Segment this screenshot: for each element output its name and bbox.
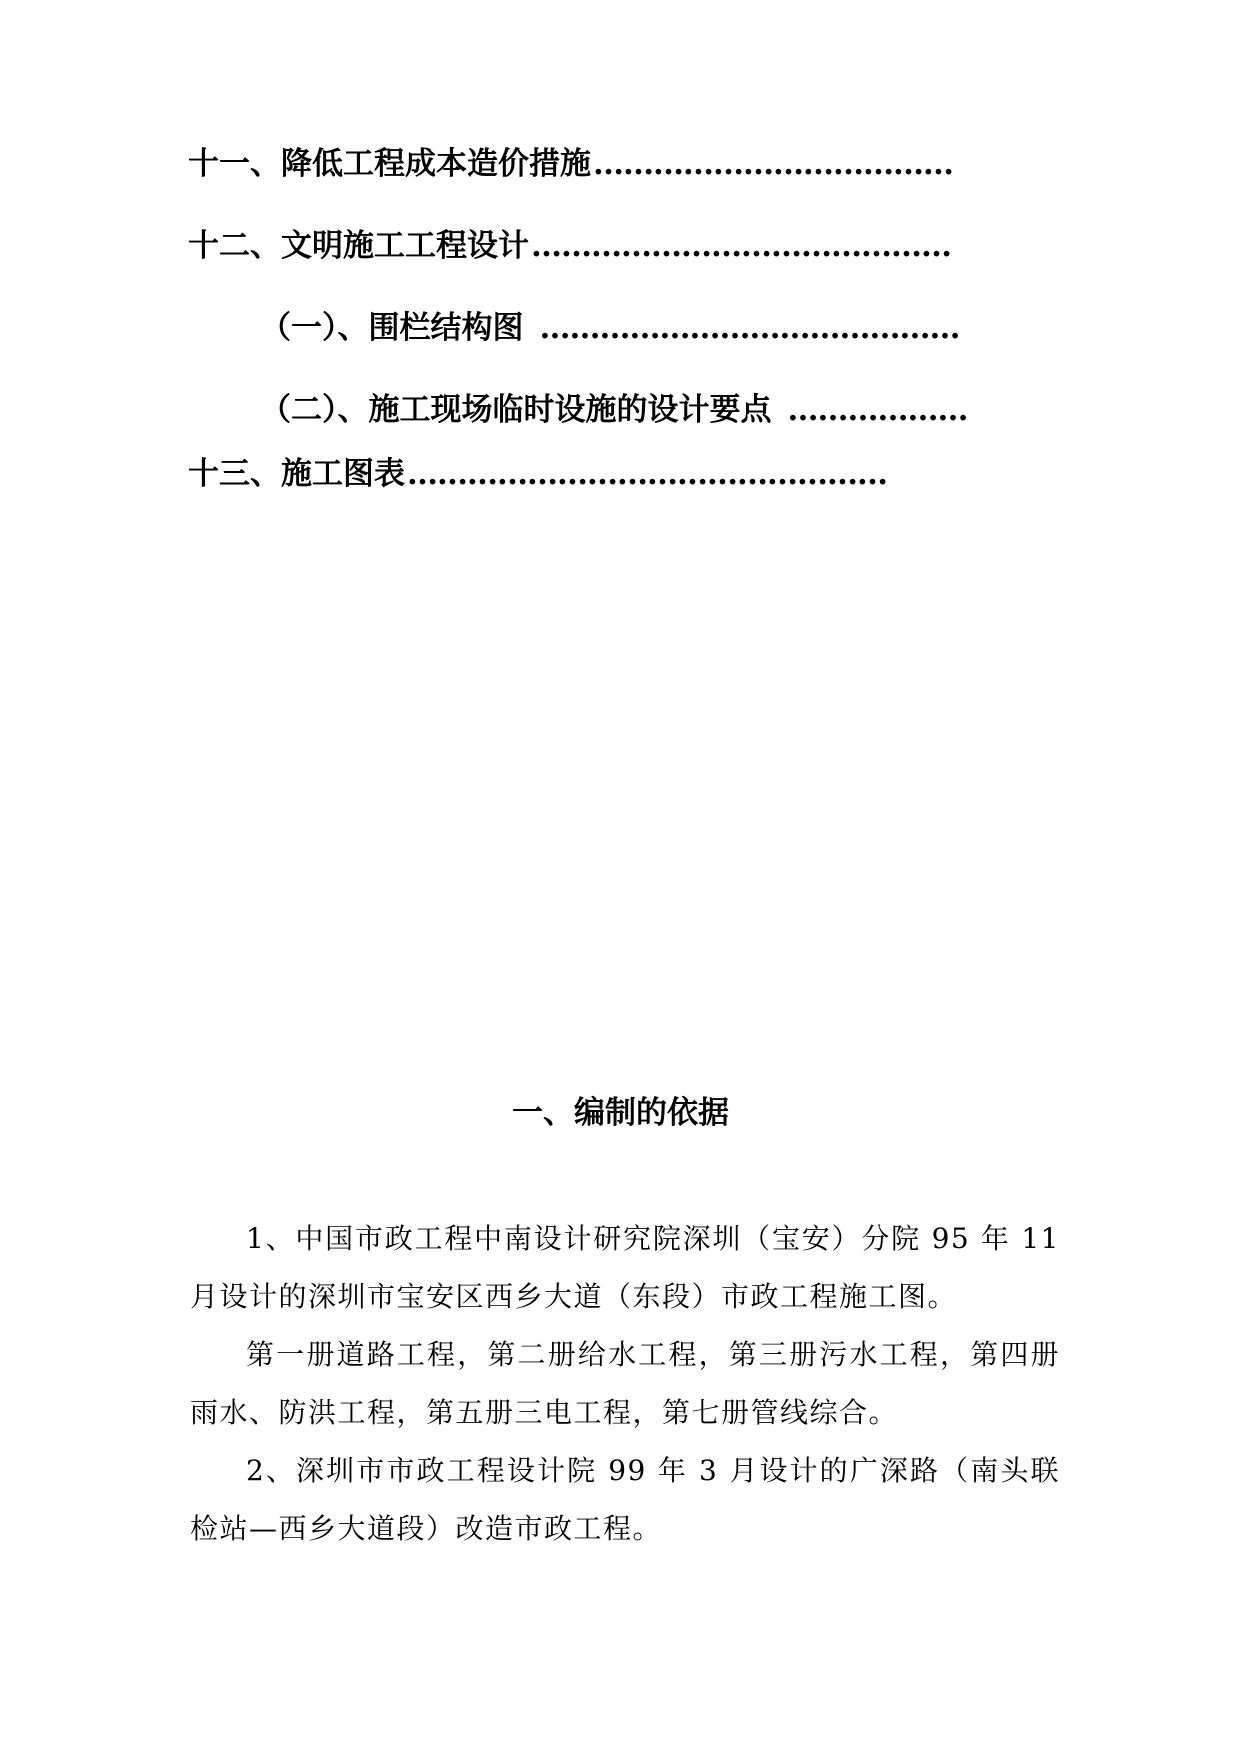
toc-entry (188, 220, 973, 265)
toc-leader-dots: ………………………………………… (407, 456, 887, 492)
toc-entry (188, 448, 973, 493)
toc-entry-title: 十二、文明施工工程设计 (188, 228, 529, 264)
toc-leader-dots: …………………………………… (539, 310, 960, 346)
toc-entry-title: 十一、降低工程成本造价措施 (188, 146, 591, 182)
toc-leader-dots: ……………………………… (593, 146, 953, 182)
toc-entry-title: （二）、施工现场临时设施的设计要点 (260, 392, 772, 428)
body-paragraph: 第一册道路工程，第二册给水工程，第三册污水工程，第四册雨水、防洪工程，第五册三电工程，第七册管线综合。 (190, 1338, 1060, 1429)
toc-entry (260, 302, 973, 347)
toc-entry-title: 十三、施工图表 (188, 456, 405, 492)
toc-entry-title: （一）、围栏结构图 (260, 310, 524, 346)
toc-leader-dots: …………………………………… (531, 228, 951, 264)
body-paragraph: 2、深圳市市政工程设计院 99 年 3 月设计的广深路（南头联检站—西乡大道段）改造市政工程。 (190, 1454, 1060, 1545)
toc-entry (188, 138, 973, 183)
toc-leader-dots: ……………… (787, 392, 968, 428)
section-heading: 一、编制的依据 (512, 1095, 729, 1131)
body-paragraph: 1、中国市政工程中南设计研究院深圳（宝安）分院 95 年 11 月设计的深圳市宝安区西乡大道（东段）市政工程施工图。 (190, 1222, 1060, 1313)
toc-entry (260, 384, 973, 429)
